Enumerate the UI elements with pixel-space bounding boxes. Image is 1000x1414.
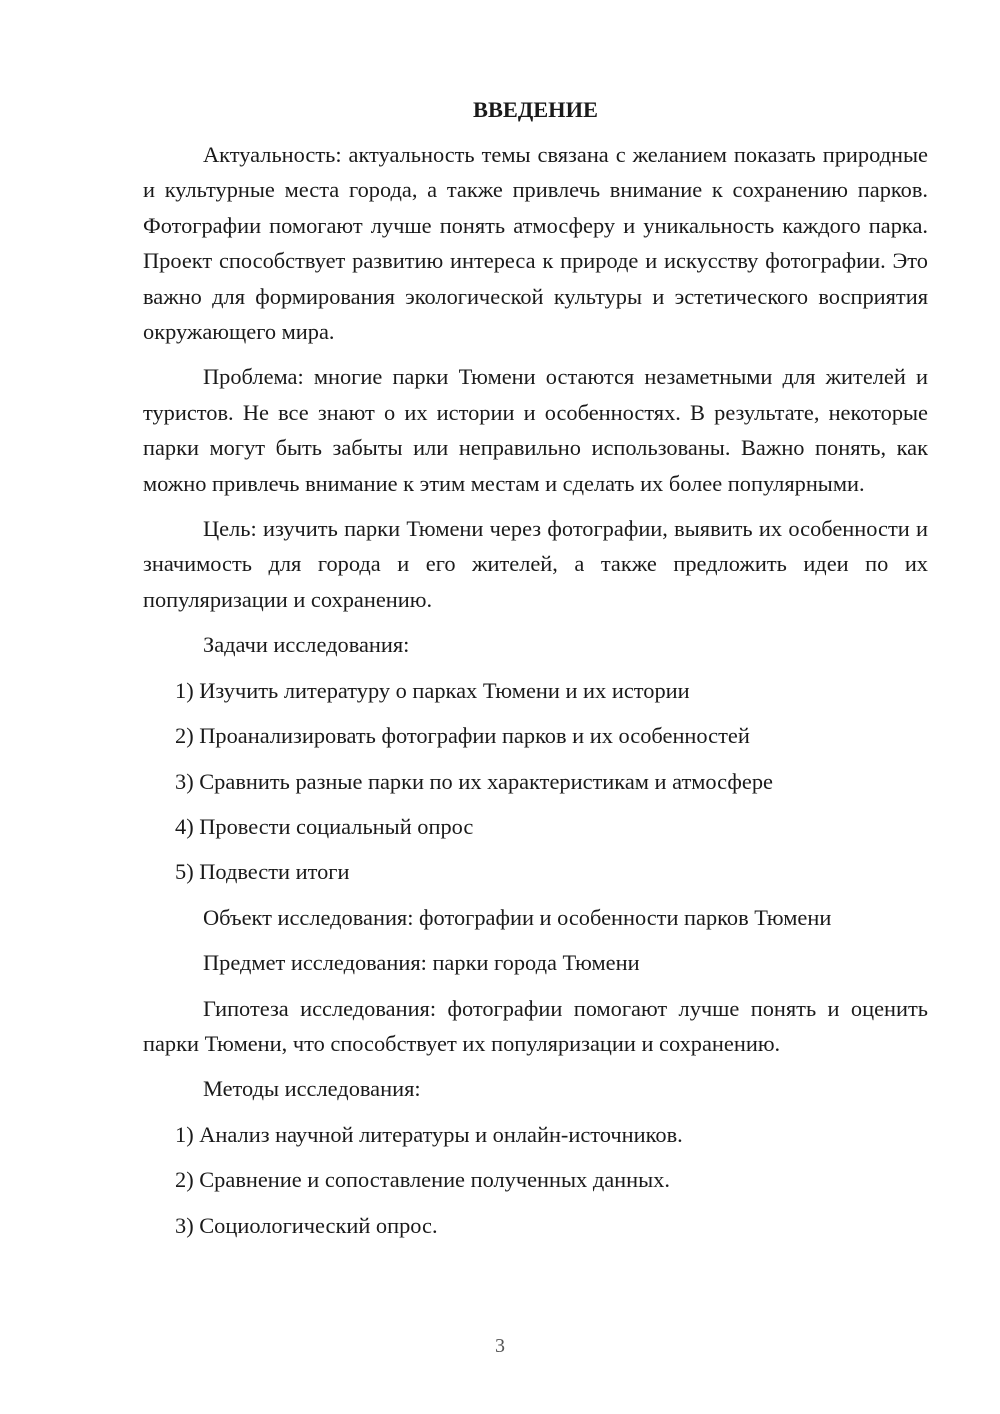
problem-paragraph: Проблема: многие парки Тюмени остаются незаметными для жителей и туристов. Не все знают о их истории и особенностях. В результате, некоторые парки могут быть забыты или неправильно использованы. Важно понять, как можно привлечь внимание к этим местам и сделать их более популярными. xyxy=(143,364,928,496)
tasks-title: Задачи исследования: xyxy=(203,632,410,658)
method-item: 3) Социологический опрос. xyxy=(175,1212,438,1238)
research-subject: Предмет исследования: парки города Тюмени xyxy=(203,950,640,976)
goal-paragraph: Цель: изучить парки Тюмени через фотографии, выявить их особенности и значимость для города и его жителей, а также предложить идеи по их популяризации и сохранению. xyxy=(143,516,928,612)
task-item: 4) Провести социальный опрос xyxy=(175,813,474,839)
hypothesis-paragraph: Гипотеза исследования: фотографии помогают лучше понять и оценить парки Тюмени, что способствует их популяризации и сохранению. xyxy=(143,995,928,1056)
task-item: 1) Изучить литературу о парках Тюмени и их истории xyxy=(175,677,690,703)
document-page xyxy=(143,95,928,1253)
research-object: Объект исследования: фотографии и особенности парков Тюмени xyxy=(203,904,832,930)
relevance-paragraph: Актуальность: актуальность темы связана с желанием показать природные и культурные места города, а также привлечь внимание к сохранению парков. Фотографии помогают лучше понять атмосферу и уникальность каждого парка. Проект способствует развитию интереса к природе и искусству фотографии. Это важно для формирования экологической культуры и эстетического восприятия окружающего мира. xyxy=(143,142,928,345)
method-item: 2) Сравнение и сопоставление полученных данных. xyxy=(175,1167,670,1193)
methods-title: Методы исследования: xyxy=(203,1076,421,1102)
task-item: 2) Проанализировать фотографии парков и их особенностей xyxy=(175,723,750,749)
task-item: 5) Подвести итоги xyxy=(175,859,350,885)
section-heading: ВВЕДЕНИЕ xyxy=(473,97,598,122)
method-item: 1) Анализ научной литературы и онлайн-источников. xyxy=(175,1121,683,1147)
page-number: 3 xyxy=(495,1335,505,1357)
task-item: 3) Сравнить разные парки по их характеристикам и атмосфере xyxy=(175,768,773,794)
